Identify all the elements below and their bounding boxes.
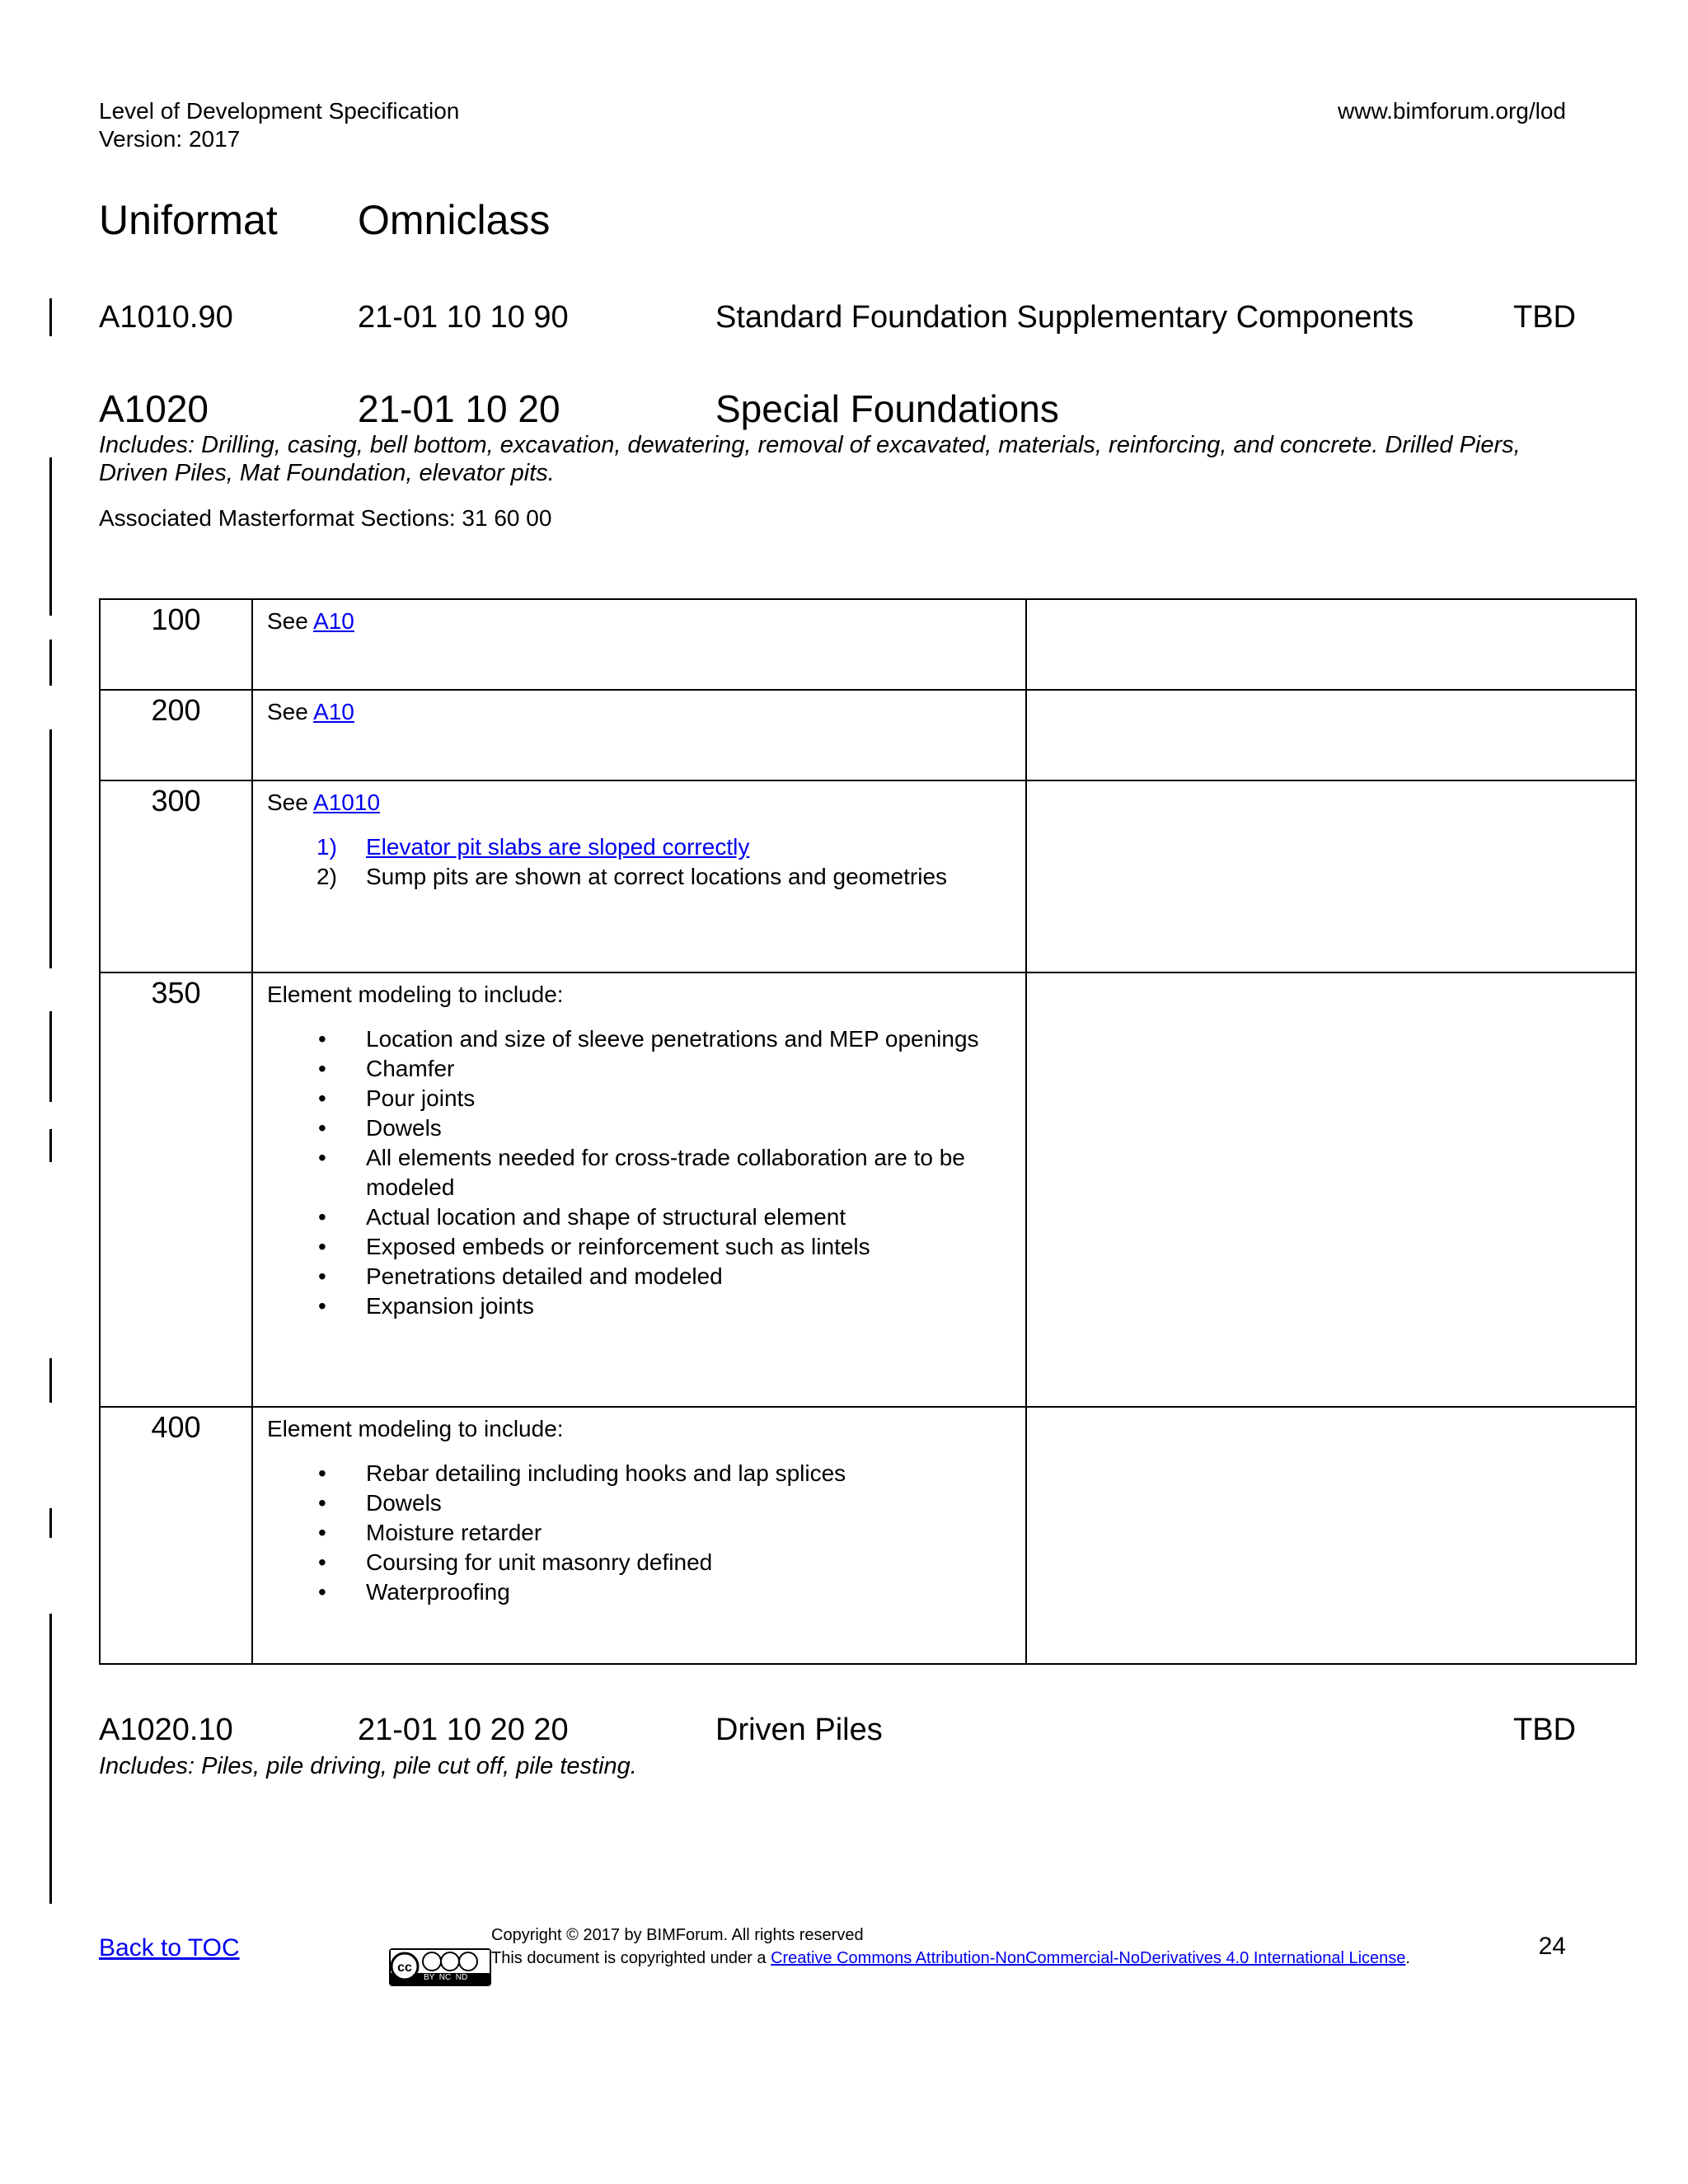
- lod-description: [252, 780, 1026, 972]
- list-item: • Coursing for unit masonry defined: [267, 1548, 1012, 1577]
- license-link[interactable]: Creative Commons Attribution-NonCommercial-NoDerivatives 4.0 International License: [771, 1949, 1406, 1967]
- link-elevator-pit-slabs[interactable]: Elevator pit slabs are sloped correctly: [366, 834, 750, 860]
- change-bar: [49, 457, 52, 616]
- list-item: • Dowels: [267, 1488, 1012, 1518]
- list-item: • Rebar detailing including hooks and lap splices: [267, 1459, 1012, 1488]
- link-a1010[interactable]: A1010: [313, 790, 381, 815]
- change-bar: [49, 640, 52, 686]
- table-row: [100, 972, 1636, 1407]
- change-bar: [49, 1614, 52, 1904]
- copyright-text: Copyright © 2017 by BIMForum. All rights reserved: [491, 1926, 864, 1944]
- list-item: • Exposed embeds or reinforcement such as lintels: [267, 1232, 1012, 1262]
- lod-notes: [1026, 1407, 1636, 1664]
- change-bar: [49, 1508, 52, 1538]
- includes-text: Includes: Drilling, casing, bell bottom, excavation, dewatering, removal of excavated, materials, reinforcing, and concrete. Drilled Piers,: [99, 432, 1521, 458]
- see-text: See: [267, 608, 314, 634]
- lod-notes: [1026, 599, 1636, 690]
- doc-version: Version: 2017: [99, 126, 241, 152]
- lod-description: [252, 972, 1026, 1407]
- change-bar: [49, 298, 52, 336]
- list-intro: Element modeling to include:: [267, 982, 564, 1007]
- badge-label: BY NC ND: [424, 1973, 468, 1982]
- change-bar: [49, 1358, 52, 1403]
- link-a10[interactable]: A10: [313, 608, 354, 634]
- doc-title: Level of Development Specification: [99, 98, 460, 124]
- bullet-list: [267, 1024, 1012, 1321]
- list-item[interactable]: 1) Elevator pit slabs are sloped correctly: [316, 834, 750, 860]
- lod-notes: [1026, 972, 1636, 1407]
- lod-level: 200: [100, 690, 252, 780]
- see-text: See: [267, 699, 314, 724]
- change-bar: [49, 1011, 52, 1102]
- list-intro: Element modeling to include:: [267, 1416, 564, 1441]
- uniformat-code: A1020: [99, 387, 209, 430]
- table-row: [100, 690, 1636, 780]
- list-item: • Pour joints: [267, 1084, 1012, 1113]
- uniformat-code: A1010.90: [99, 300, 233, 335]
- list-item: • All elements needed for cross-trade collaboration are to be modeled: [267, 1143, 1012, 1202]
- bullet-list: [267, 1459, 1012, 1607]
- element-title: Special Foundations: [715, 387, 1059, 430]
- see-text: See: [267, 790, 314, 815]
- lod-level: 400: [100, 1407, 252, 1664]
- page-number: 24: [1538, 1933, 1566, 1960]
- site-url: www.bimforum.org/lod: [1338, 98, 1566, 124]
- omniclass-code: 21-01 10 20 20: [358, 1713, 569, 1747]
- lod-table: [99, 598, 1637, 1665]
- includes-text: Driven Piles, Mat Foundation, elevator pits.: [99, 460, 555, 486]
- back-to-toc-link[interactable]: Back to TOC: [99, 1934, 240, 1961]
- omniclass-code: 21-01 10 10 90: [358, 300, 569, 335]
- element-title: Standard Foundation Supplementary Components: [715, 300, 1414, 335]
- lod-level: 300: [100, 780, 252, 972]
- list-item: • Waterproofing: [267, 1577, 1012, 1607]
- list-item: • Moisture retarder: [267, 1518, 1012, 1548]
- element-title: Driven Piles: [715, 1713, 883, 1747]
- column-heading-omniclass: Omniclass: [358, 197, 551, 243]
- status-tbd: TBD: [1513, 300, 1576, 335]
- list-item: • Location and size of sleeve penetrations and MEP openings: [267, 1024, 1012, 1054]
- lod-description: [252, 1407, 1026, 1664]
- change-bar: [49, 729, 52, 968]
- list-item: • Actual location and shape of structural element: [267, 1202, 1012, 1232]
- lod-notes: [1026, 690, 1636, 780]
- omniclass-code: 21-01 10 20: [358, 387, 560, 430]
- includes-text: Includes: Piles, pile driving, pile cut off, pile testing.: [99, 1753, 637, 1779]
- creative-commons-badge: [389, 1948, 491, 1986]
- numbered-list: [267, 832, 1012, 892]
- masterformat-sections: Associated Masterformat Sections: 31 60 00: [99, 505, 552, 531]
- table-row: [100, 780, 1636, 972]
- list-item: 2) Sump pits are shown at correct locations and geometries: [316, 864, 948, 889]
- license-text: This document is copyrighted under a Creative Commons Attribution-NonCommercial-NoDerivatives 4.0 International License.: [491, 1949, 1410, 1967]
- status-tbd: TBD: [1513, 1713, 1576, 1747]
- change-bar: [49, 1129, 52, 1162]
- lod-notes: [1026, 780, 1636, 972]
- list-item: • Penetrations detailed and modeled: [267, 1262, 1012, 1291]
- list-item: • Expansion joints: [267, 1291, 1012, 1321]
- table-row: [100, 1407, 1636, 1664]
- lod-level: 350: [100, 972, 252, 1407]
- svg-text:cc: cc: [397, 1961, 412, 1975]
- uniformat-code: A1020.10: [99, 1713, 233, 1747]
- list-item: • Dowels: [267, 1113, 1012, 1143]
- lod-description: [252, 599, 1026, 690]
- lod-level: 100: [100, 599, 252, 690]
- table-row: [100, 599, 1636, 690]
- link-a10[interactable]: A10: [313, 699, 354, 724]
- list-item: • Chamfer: [267, 1054, 1012, 1084]
- column-heading-uniformat: Uniformat: [99, 197, 278, 243]
- lod-description: [252, 690, 1026, 780]
